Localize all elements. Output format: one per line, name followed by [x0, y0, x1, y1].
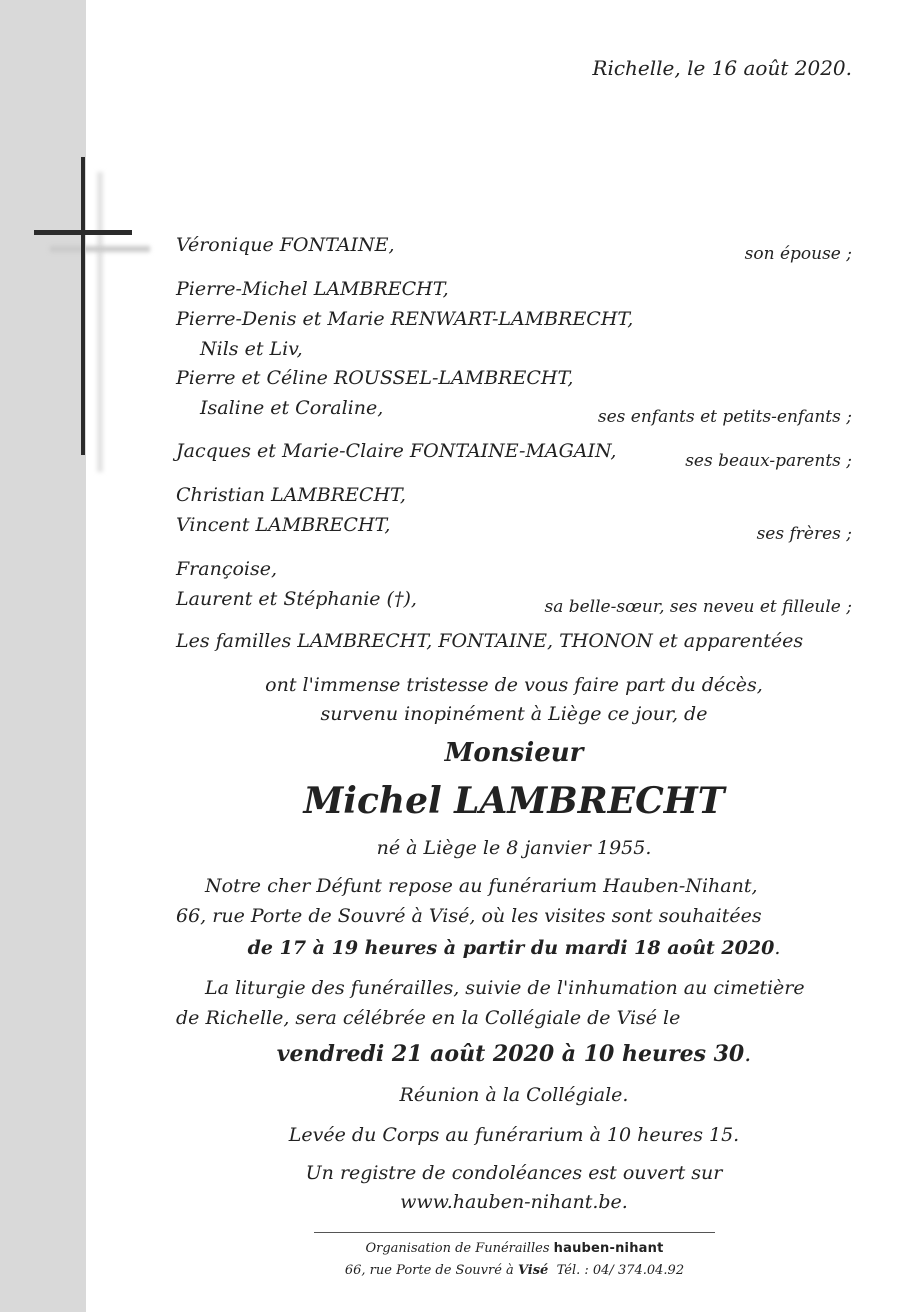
family-name: Laurent et Stéphanie (†),	[176, 588, 417, 610]
family-name: Vincent LAMBRECHT,	[176, 514, 391, 536]
family-name: Françoise,	[176, 558, 278, 580]
visitation-line: Notre cher Défunt repose au funérarium Hauben-Nihant,	[205, 875, 758, 897]
levee-line: Levée du Corps au funérarium à 10 heures 15.	[288, 1124, 740, 1146]
family-relation: ses enfants et petits-enfants ;	[597, 407, 852, 427]
footer-address: 66, rue Porte de Souvré à Visé Tél. : 04/ 374.04.92	[344, 1263, 685, 1278]
family-name: Christian LAMBRECHT,	[176, 484, 406, 506]
visitation-line: 66, rue Porte de Souvré à Visé, où les visites sont souhaitées	[176, 905, 762, 927]
family-name: Pierre-Denis et Marie RENWART-LAMBRECHT,	[176, 308, 634, 330]
birth-line: né à Liège le 8 janvier 1955.	[376, 837, 652, 859]
funeral-line: La liturgie des funérailles, suivie de l'inhumation au cimetière	[205, 977, 805, 999]
announcement-line: ont l'immense tristesse de vous faire part du décès,	[265, 674, 763, 696]
deceased-title: Monsieur	[444, 738, 584, 768]
registry-url[interactable]: www.hauben-nihant.be.	[400, 1191, 628, 1213]
family-name: Isaline et Coraline,	[200, 397, 384, 419]
cross-shadow-horizontal	[50, 246, 150, 252]
family-name: Pierre-Michel LAMBRECHT,	[176, 278, 449, 300]
brand-logo: hauben-nihant	[553, 1241, 664, 1256]
family-name: Nils et Liv,	[200, 338, 303, 360]
cross-icon-horizontal	[34, 230, 132, 235]
cross-shadow-vertical	[97, 172, 103, 472]
visitation-hours: de 17 à 19 heures à partir du mardi 18 août 2020.	[247, 937, 781, 959]
announcement-line: survenu inopinément à Liège ce jour, de	[320, 703, 708, 725]
funeral-date: vendredi 21 août 2020 à 10 heures 30.	[276, 1041, 752, 1067]
families-line: Les familles LAMBRECHT, FONTAINE, THONON et apparentées	[176, 630, 804, 652]
family-relation: ses beaux-parents ;	[685, 451, 852, 471]
place-date: Richelle, le 16 août 2020.	[592, 56, 852, 80]
family-name: Véronique FONTAINE,	[176, 234, 395, 256]
meeting-line: Réunion à la Collégiale.	[399, 1084, 629, 1106]
funeral-line: de Richelle, sera célébrée en la Collégiale de Visé le	[176, 1007, 681, 1029]
cross-icon-vertical	[81, 157, 85, 455]
registry-line: Un registre de condoléances est ouvert sur	[305, 1162, 723, 1184]
deceased-name: Michel LAMBRECHT	[303, 780, 725, 822]
family-relation: sa belle-sœur, ses neveu et filleule ;	[544, 597, 852, 617]
footer-organisation: Organisation de Funérailles hauben-nihant	[365, 1241, 664, 1256]
footer-divider	[314, 1232, 715, 1233]
family-name: Pierre et Céline ROUSSEL-LAMBRECHT,	[176, 367, 574, 389]
left-gray-band	[0, 0, 86, 1312]
family-relation: son épouse ;	[744, 244, 852, 264]
family-relation: ses frères ;	[756, 524, 852, 544]
family-name: Jacques et Marie-Claire FONTAINE-MAGAIN,	[176, 440, 617, 462]
